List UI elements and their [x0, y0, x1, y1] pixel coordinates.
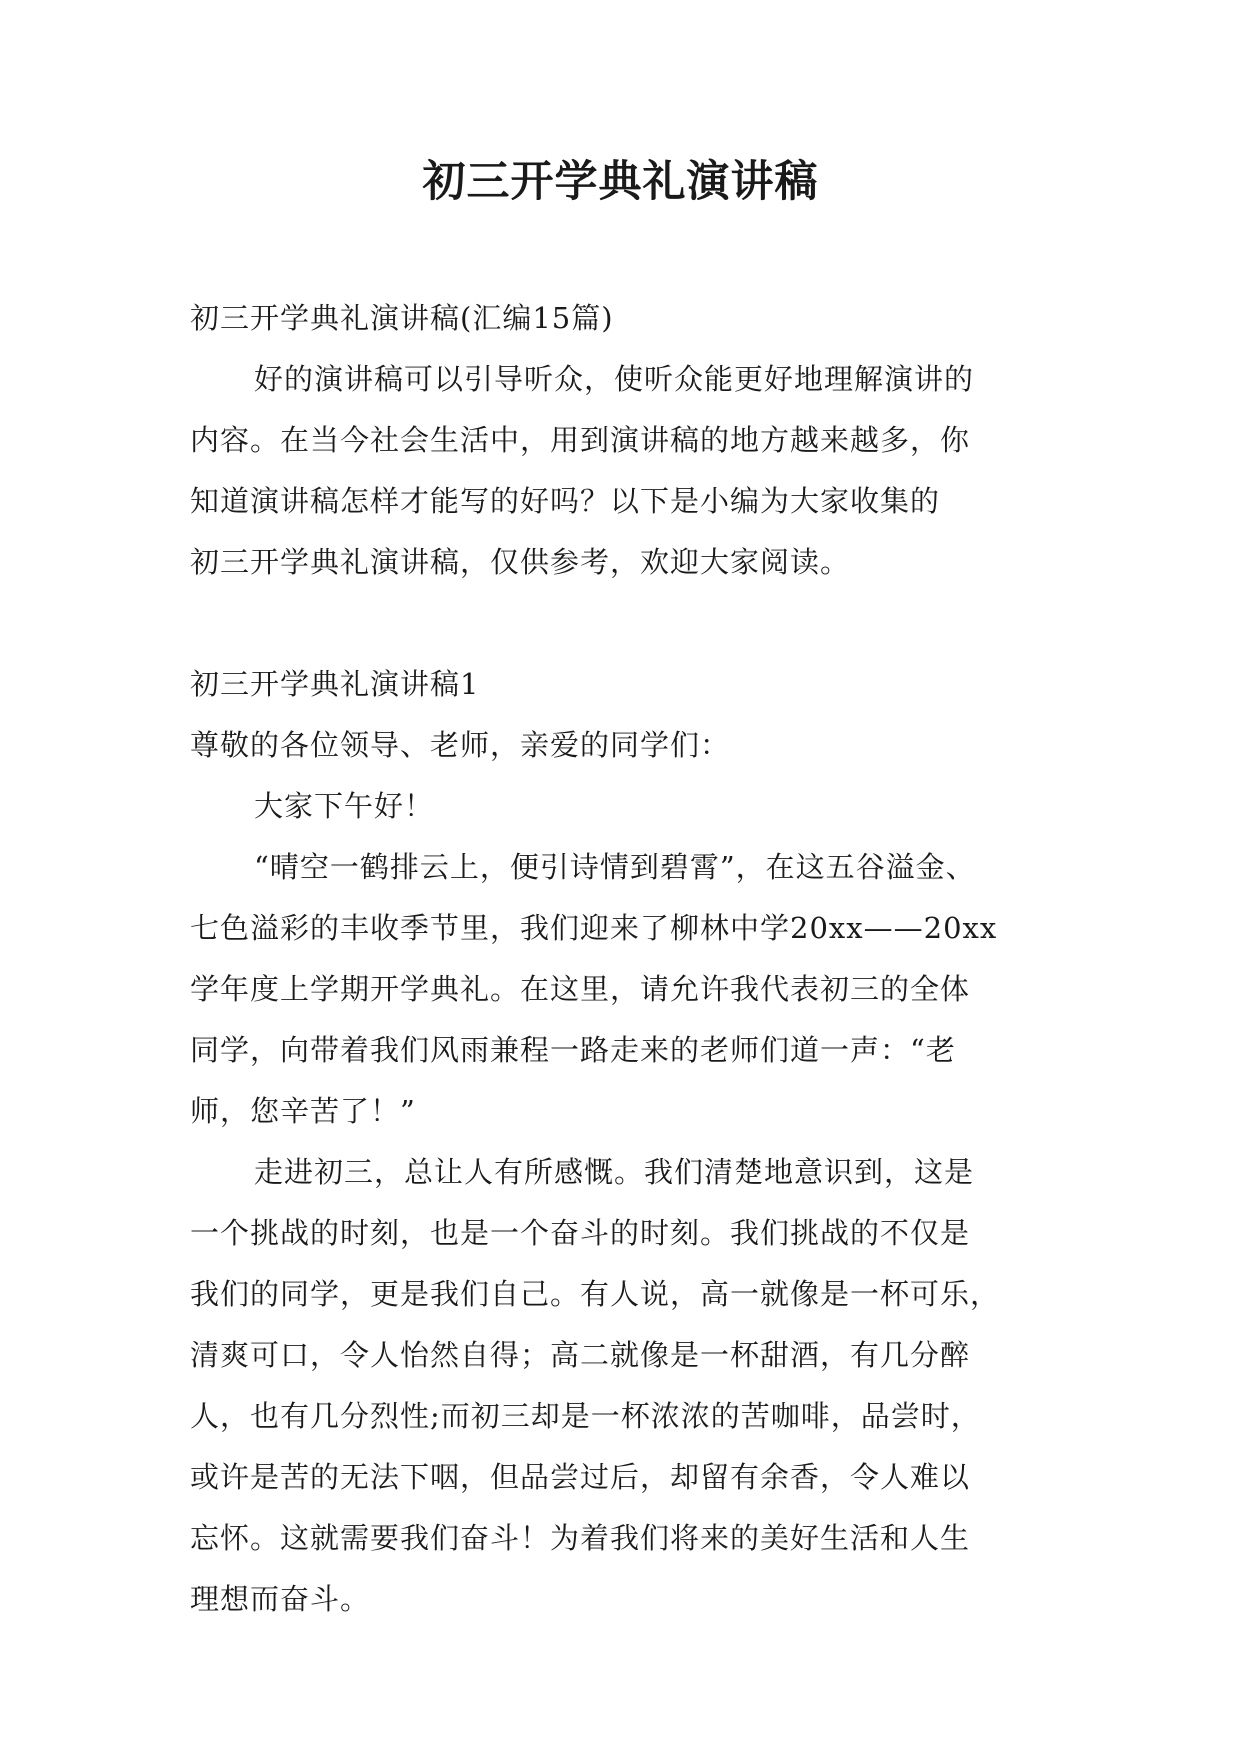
section-heading: 初三开学典礼演讲稿1 [190, 667, 480, 701]
paragraph-line: “晴空一鹤排云上，便引诗情到碧霄”，在这五谷溢金、 [254, 850, 976, 884]
paragraph-1 [190, 898, 1050, 1142]
paragraph-line: 我们的同学，更是我们自己。有人说，高一就像是一杯可乐， [190, 1277, 1001, 1311]
paragraph-line: 忘怀。这就需要我们奋斗！为着我们将来的美好生活和人生 [190, 1521, 971, 1555]
section-spacer [190, 593, 1050, 654]
paragraph-line: 人，也有几分烈性;而初三却是一杯浓浓的苦咖啡，品尝时， [190, 1399, 981, 1433]
paragraph-line: 师，您辛苦了！” [190, 1094, 416, 1128]
paragraph-line: 或许是苦的无法下咽，但品尝过后，却留有余香，令人难以 [190, 1460, 971, 1494]
paragraph-2 [190, 1203, 1050, 1630]
intro-paragraph [190, 349, 1050, 410]
intro-line: 知道演讲稿怎样才能写的好吗？以下是小编为大家收集的 [190, 484, 941, 518]
greeting: 大家下午好！ [254, 789, 435, 823]
intro-line: 内容。在当今社会生活中，用到演讲稿的地方越来越多，你 [190, 423, 971, 457]
paragraph-line: 七色溢彩的丰收季节里，我们迎来了柳林中学20xx——20xx [190, 911, 998, 945]
paragraph-line: 学年度上学期开学典礼。在这里，请允许我代表初三的全体 [190, 972, 971, 1006]
document-subtitle: 初三开学典礼演讲稿(汇编15篇) [190, 301, 614, 335]
document-title: 初三开学典礼演讲稿 [422, 157, 819, 207]
paragraph-line: 清爽可口，令人怡然自得；高二就像是一杯甜酒，有几分醉 [190, 1338, 971, 1372]
paragraph-line: 理想而奋斗。 [190, 1582, 371, 1616]
intro-paragraph-continued [190, 410, 1050, 593]
paragraph-2-first-line [190, 1142, 1050, 1203]
paragraph-line: 一个挑战的时刻，也是一个奋斗的时刻。我们挑战的不仅是 [190, 1216, 971, 1250]
salutation: 尊敬的各位领导、老师，亲爱的同学们： [190, 728, 731, 762]
intro-line: 初三开学典礼演讲稿，仅供参考，欢迎大家阅读。 [190, 545, 851, 579]
paragraph-line: 同学，向带着我们风雨兼程一路走来的老师们道一声：“老 [190, 1033, 956, 1067]
document-body [190, 288, 1050, 1630]
intro-line: 好的演讲稿可以引导听众，使听众能更好地理解演讲的 [254, 362, 975, 396]
paragraph-line: 走进初三，总让人有所感慨。我们清楚地意识到，这是 [254, 1155, 975, 1189]
paragraph-1-first-line [190, 837, 1050, 898]
